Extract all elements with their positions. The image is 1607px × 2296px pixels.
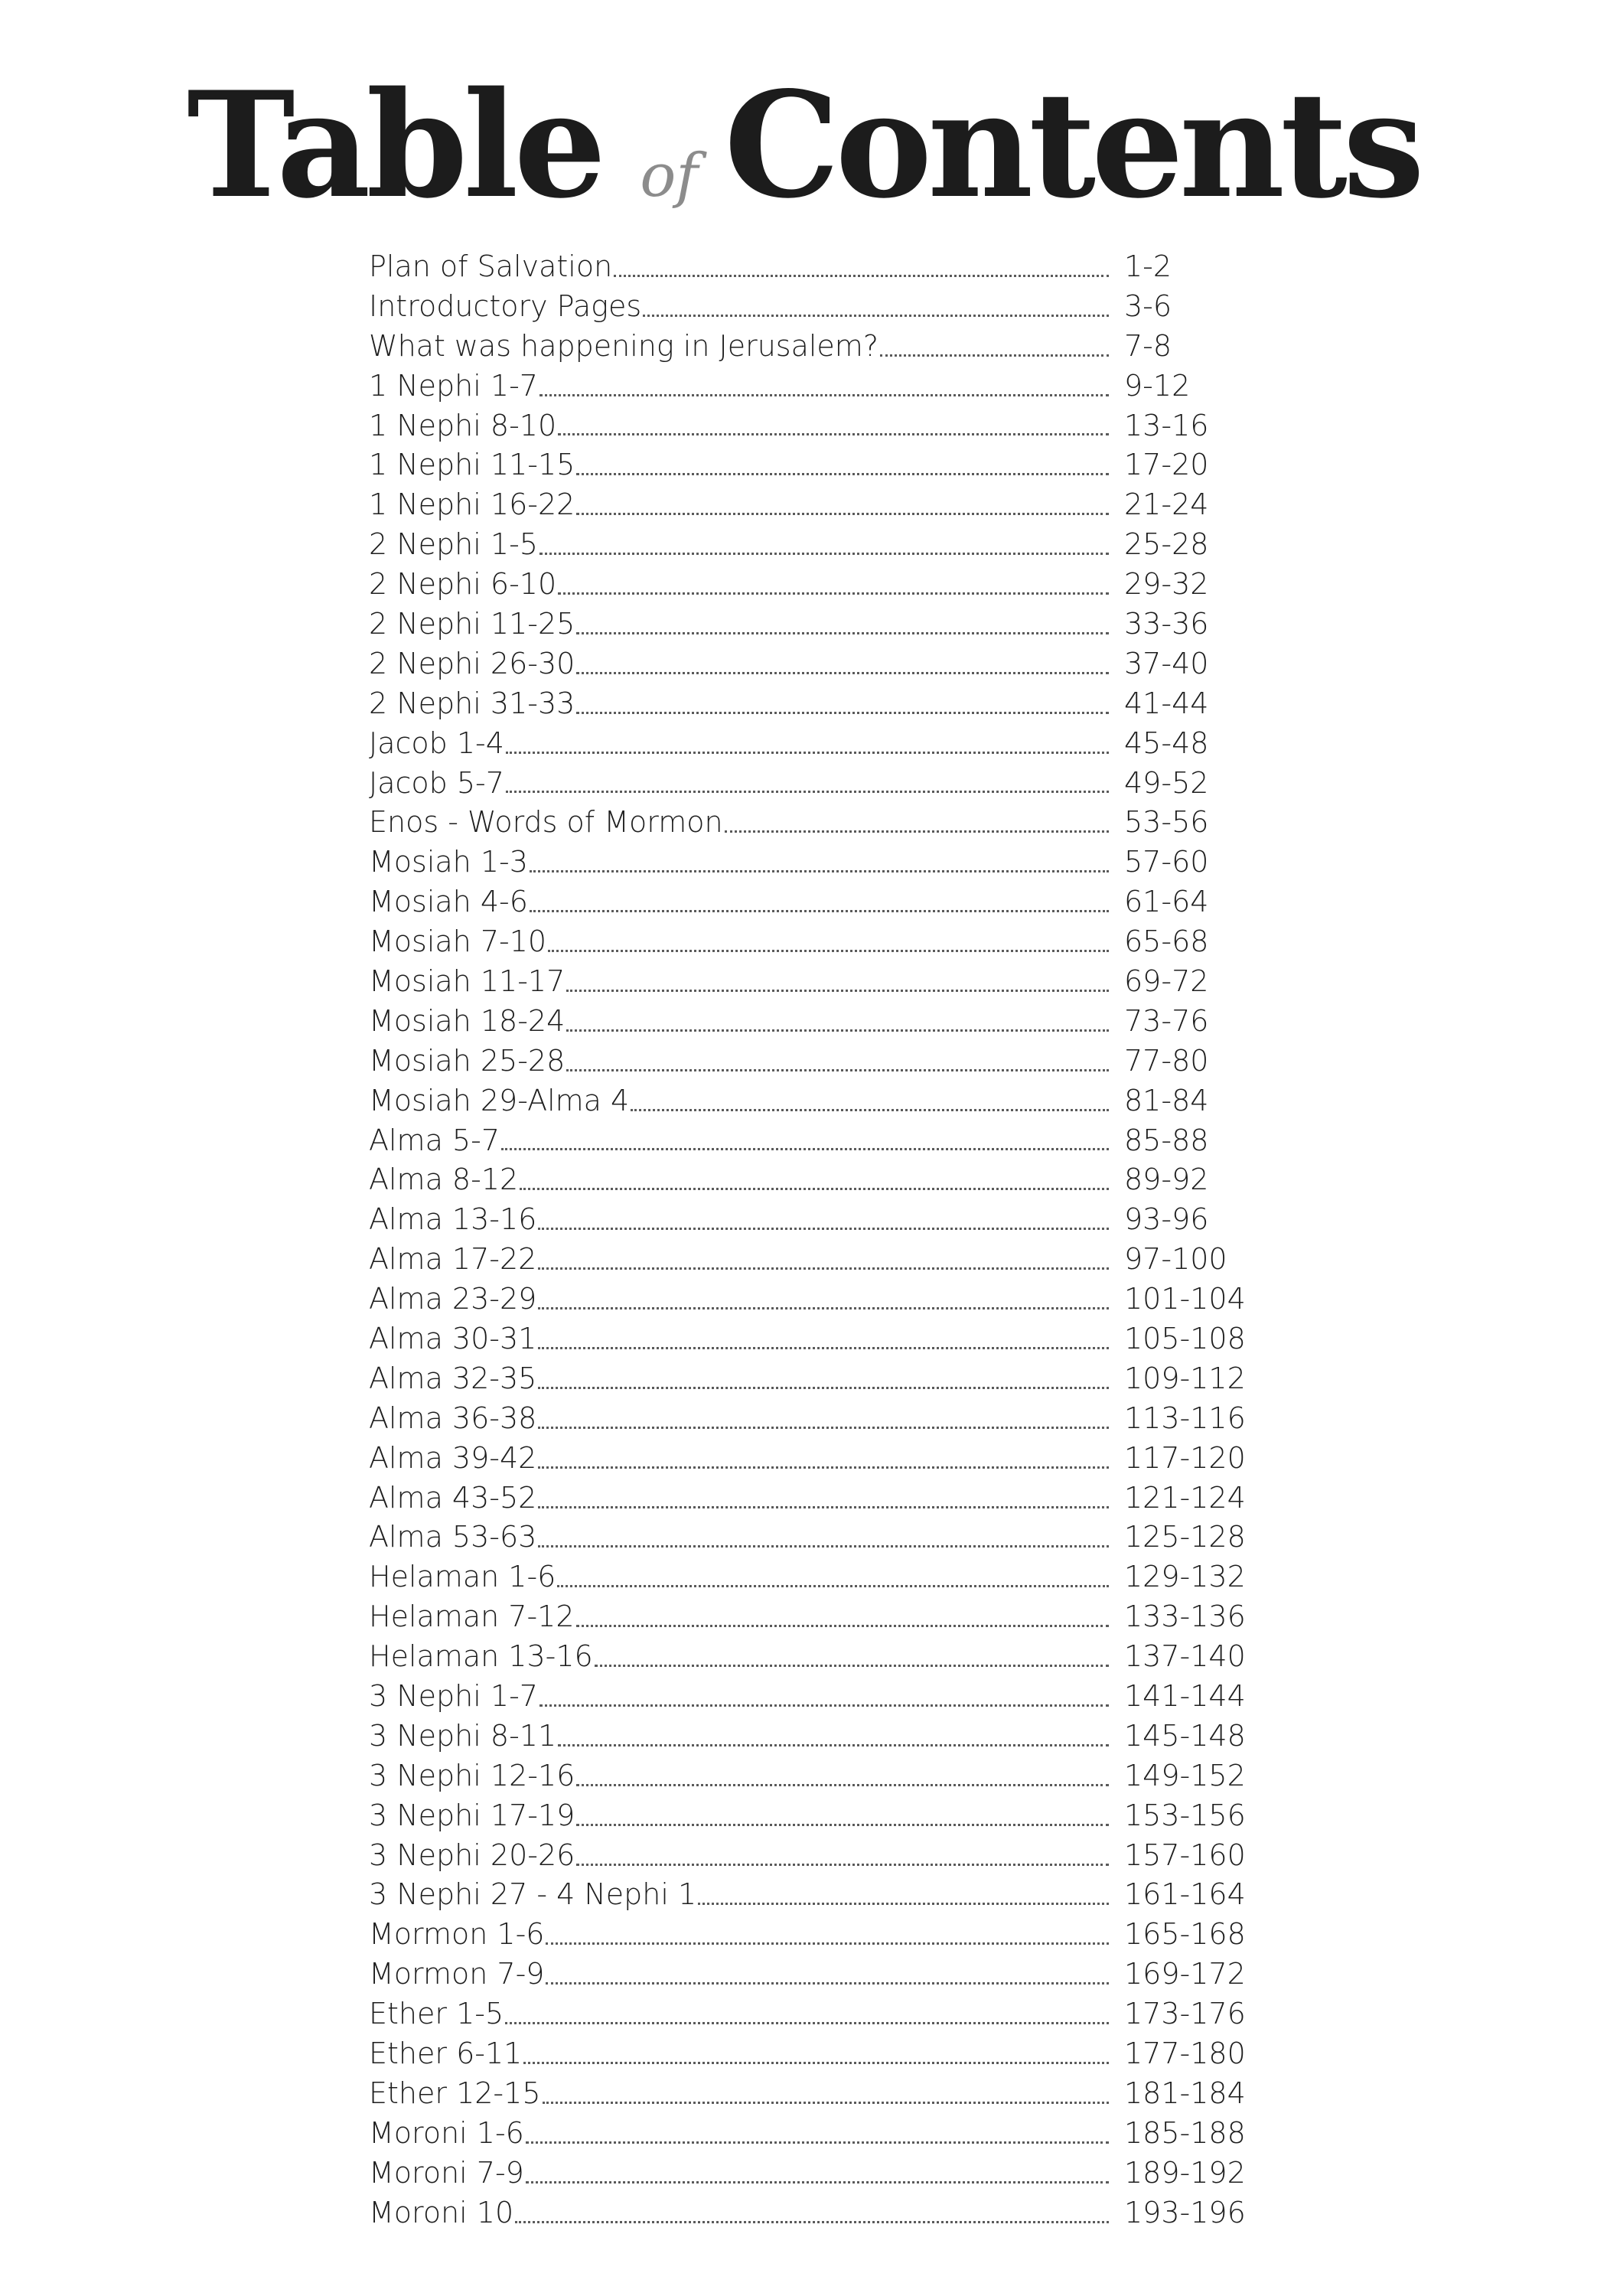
toc-dot-leader (538, 1545, 1109, 1548)
toc-entry-label: Mosiah 4-6 (369, 885, 528, 919)
toc-entry-label: What was happening in Jerusalem? (369, 328, 878, 363)
toc-entry-label: Mormon 7-9 (369, 1957, 545, 1991)
toc-entry-pages: 7-8 (1124, 328, 1172, 363)
toc-entry-label: Helaman 1-6 (369, 1560, 556, 1594)
toc-entry (369, 366, 1287, 406)
toc-entry (369, 1875, 1287, 1915)
toc-entry-label: Ether 12-15 (369, 2076, 541, 2110)
toc-dot-leader (538, 1347, 1109, 1349)
toc-entry (369, 1159, 1287, 1199)
toc-dot-leader (539, 394, 1109, 396)
toc-entry (369, 1518, 1287, 1557)
toc-entry (369, 2073, 1287, 2113)
toc-dot-leader (566, 990, 1109, 992)
toc-entry-label: Alma 36-38 (369, 1401, 537, 1435)
toc-entry (369, 1120, 1287, 1160)
toc-entry-pages: 133-136 (1124, 1600, 1246, 1634)
title-table-word: Table (187, 60, 602, 230)
toc-entry-pages: 1-2 (1124, 249, 1172, 283)
toc-entry-pages: 85-88 (1124, 1123, 1209, 1157)
toc-entry (369, 683, 1287, 723)
toc-entry-label: Jacob 1-4 (369, 726, 504, 760)
toc-entry-label: 3 Nephi 27 - 4 Nephi 1 (369, 1877, 697, 1912)
toc-entry-pages: 157-160 (1124, 1838, 1246, 1872)
toc-entry (369, 2113, 1287, 2153)
toc-entry-pages: 49-52 (1124, 765, 1209, 800)
toc-entry-pages: 189-192 (1124, 2155, 1246, 2190)
toc-dot-leader (576, 632, 1109, 634)
toc-entry (369, 326, 1287, 366)
toc-entry-pages: 73-76 (1124, 1003, 1209, 1038)
toc-entry-pages: 125-128 (1124, 1520, 1246, 1554)
toc-dot-leader (558, 433, 1109, 435)
toc-entry-label: 1 Nephi 11-15 (369, 448, 575, 482)
toc-entry-label: Mosiah 7-10 (369, 925, 547, 959)
toc-entry-pages: 117-120 (1124, 1440, 1246, 1475)
toc-entry-pages: 3-6 (1124, 289, 1172, 323)
toc-entry (369, 1914, 1287, 1954)
toc-entry (369, 604, 1287, 644)
toc-entry-label: Mormon 1-6 (369, 1917, 545, 1952)
toc-entry-pages: 141-144 (1124, 1679, 1246, 1713)
toc-entry-label: Mosiah 25-28 (369, 1043, 566, 1078)
page-title (0, 60, 1607, 249)
toc-entry-label: Mosiah 29-Alma 4 (369, 1083, 630, 1117)
toc-entry (369, 445, 1287, 484)
toc-entry (369, 882, 1287, 921)
toc-entry-pages: 61-64 (1124, 885, 1209, 919)
toc-entry-pages: 25-28 (1124, 527, 1209, 562)
toc-entry-pages: 29-32 (1124, 567, 1209, 602)
toc-entry-pages: 33-36 (1124, 606, 1209, 641)
toc-entry-pages: 129-132 (1124, 1560, 1246, 1594)
title-of-word: of (640, 142, 699, 210)
toc-dot-leader (698, 1903, 1109, 1905)
toc-entry-label: Mosiah 11-17 (369, 964, 566, 998)
toc-entry (369, 644, 1287, 683)
toc-dot-leader (576, 1625, 1109, 1627)
toc-entry-label: 3 Nephi 1-7 (369, 1679, 538, 1713)
toc-entry-label: Mosiah 1-3 (369, 845, 528, 879)
toc-entry-label: 2 Nephi 26-30 (369, 646, 575, 680)
toc-entry (369, 524, 1287, 564)
toc-entry-pages: 9-12 (1124, 368, 1191, 403)
toc-entry-pages: 185-188 (1124, 2115, 1246, 2150)
toc-dot-leader (548, 950, 1109, 952)
toc-entry (369, 1398, 1287, 1438)
toc-entry-pages: 17-20 (1124, 448, 1209, 482)
toc-entry (369, 564, 1287, 604)
toc-entry-label: Alma 30-31 (369, 1321, 537, 1355)
toc-entry (369, 1358, 1287, 1398)
toc-dot-leader (506, 752, 1109, 754)
toc-entry (369, 484, 1287, 524)
toc-entry-label: Moroni 10 (369, 2195, 514, 2229)
toc-entry-label: Ether 6-11 (369, 2037, 523, 2071)
toc-entry-label: Enos - Words of Mormon (369, 805, 723, 840)
toc-entry (369, 1081, 1287, 1120)
toc-dot-leader (725, 830, 1109, 833)
toc-entry-label: Alma 32-35 (369, 1361, 537, 1395)
toc-entry (369, 246, 1287, 286)
toc-entry-label: 2 Nephi 6-10 (369, 567, 557, 602)
toc-entry-pages: 165-168 (1124, 1917, 1246, 1952)
toc-dot-leader (538, 1307, 1109, 1309)
toc-dot-leader (538, 1228, 1109, 1230)
toc-entry-pages: 181-184 (1124, 2076, 1246, 2110)
toc-entry (369, 763, 1287, 803)
toc-entry (369, 1041, 1287, 1081)
toc-entry (369, 1478, 1287, 1518)
toc-entry-pages: 101-104 (1124, 1282, 1246, 1316)
toc-dot-leader (576, 513, 1109, 515)
toc-entry-label: Jacob 5-7 (369, 765, 504, 800)
toc-dot-leader (538, 1267, 1109, 1270)
toc-dot-leader (539, 1704, 1109, 1707)
toc-dot-leader (576, 1784, 1109, 1786)
toc-entry-label: Alma 17-22 (369, 1242, 537, 1277)
toc-entry (369, 842, 1287, 882)
toc-dot-leader (538, 1506, 1109, 1508)
toc-dot-leader (538, 1387, 1109, 1389)
toc-dot-leader (501, 1148, 1109, 1150)
toc-dot-leader (515, 2221, 1109, 2223)
toc-dot-leader (576, 1824, 1109, 1826)
toc-entry-label: Introductory Pages (369, 289, 642, 323)
toc-entry-label: Alma 43-52 (369, 1480, 537, 1515)
toc-entry-pages: 65-68 (1124, 925, 1209, 959)
toc-dot-leader (505, 2022, 1109, 2024)
toc-entry-pages: 41-44 (1124, 686, 1209, 720)
toc-dot-leader (530, 870, 1109, 872)
toc-entry-label: Ether 1-5 (369, 1997, 504, 2031)
toc-entry-label: Alma 53-63 (369, 1520, 537, 1554)
toc-dot-leader (576, 473, 1109, 475)
toc-entry-label: Moroni 7-9 (369, 2155, 524, 2190)
toc-entry-label: Alma 13-16 (369, 1202, 537, 1237)
toc-entry-label: 1 Nephi 16-22 (369, 488, 575, 522)
toc-dot-leader (576, 1864, 1109, 1866)
toc-entry (369, 2193, 1287, 2232)
toc-dot-leader (880, 354, 1109, 357)
toc-entry (369, 1279, 1287, 1319)
toc-entry (369, 1199, 1287, 1239)
toc-entry-pages: 13-16 (1124, 408, 1209, 442)
toc-entry (369, 921, 1287, 961)
toc-entry (369, 961, 1287, 1001)
toc-entry (369, 1596, 1287, 1636)
toc-entry-label: 2 Nephi 1-5 (369, 527, 538, 562)
toc-entry-label: Alma 39-42 (369, 1440, 537, 1475)
toc-entry-label: Alma 8-12 (369, 1163, 519, 1197)
toc-dot-leader (523, 2062, 1109, 2064)
toc-dot-leader (538, 1466, 1109, 1469)
toc-entry-label: 2 Nephi 11-25 (369, 606, 575, 641)
toc-entry-pages: 57-60 (1124, 845, 1209, 879)
toc-dot-leader (506, 791, 1109, 793)
toc-dot-leader (558, 592, 1109, 595)
toc-entry (369, 2153, 1287, 2193)
toc-dot-leader (558, 1744, 1109, 1746)
toc-entry-label: 3 Nephi 17-19 (369, 1798, 575, 1832)
toc-entry-label: Mosiah 18-24 (369, 1003, 566, 1038)
toc-entry (369, 286, 1287, 326)
toc-entry-label: 1 Nephi 8-10 (369, 408, 557, 442)
toc-dot-leader (643, 315, 1109, 317)
toc-entry-pages: 121-124 (1124, 1480, 1246, 1515)
toc-entry-pages: 113-116 (1124, 1401, 1246, 1435)
toc-entry-pages: 97-100 (1124, 1242, 1227, 1277)
toc-dot-leader (576, 712, 1109, 714)
toc-entry (369, 1795, 1287, 1835)
table-of-contents-list (369, 246, 1287, 2232)
title-contents-word: Contents (724, 60, 1420, 230)
toc-entry (369, 1001, 1287, 1041)
toc-entry-pages: 69-72 (1124, 964, 1209, 998)
toc-dot-leader (520, 1188, 1109, 1190)
toc-entry-label: 1 Nephi 1-7 (369, 368, 538, 403)
toc-entry-pages: 93-96 (1124, 1202, 1209, 1237)
toc-entry-pages: 21-24 (1124, 488, 1209, 522)
toc-entry-pages: 105-108 (1124, 1321, 1246, 1355)
toc-dot-leader (566, 1029, 1109, 1032)
toc-entry-pages: 161-164 (1124, 1877, 1246, 1912)
toc-entry (369, 1716, 1287, 1756)
toc-entry-pages: 153-156 (1124, 1798, 1246, 1832)
toc-entry (369, 406, 1287, 445)
toc-entry-pages: 149-152 (1124, 1758, 1246, 1792)
toc-entry-pages: 169-172 (1124, 1957, 1246, 1991)
toc-entry (369, 1835, 1287, 1875)
toc-entry-label: Moroni 1-6 (369, 2115, 524, 2150)
toc-dot-leader (539, 553, 1109, 555)
toc-entry (369, 1994, 1287, 2033)
toc-entry-pages: 89-92 (1124, 1163, 1209, 1197)
toc-dot-leader (557, 1585, 1109, 1587)
toc-dot-leader (530, 910, 1109, 912)
toc-entry-pages: 137-140 (1124, 1639, 1246, 1674)
toc-dot-leader (526, 2141, 1109, 2144)
toc-entry (369, 2033, 1287, 2073)
toc-entry-label: Alma 23-29 (369, 1282, 537, 1316)
toc-entry (369, 1676, 1287, 1716)
toc-entry-pages: 45-48 (1124, 726, 1209, 760)
toc-entry (369, 1636, 1287, 1676)
toc-entry-pages: 177-180 (1124, 2037, 1246, 2071)
toc-dot-leader (566, 1069, 1109, 1071)
toc-entry-pages: 109-112 (1124, 1361, 1246, 1395)
toc-dot-leader (543, 2102, 1109, 2104)
toc-entry-pages: 77-80 (1124, 1043, 1209, 1078)
toc-entry-label: Helaman 7-12 (369, 1600, 575, 1634)
toc-entry-pages: 173-176 (1124, 1997, 1246, 2031)
toc-entry-label: 3 Nephi 20-26 (369, 1838, 575, 1872)
toc-dot-leader (546, 1942, 1109, 1945)
toc-entry (369, 1954, 1287, 1994)
toc-dot-leader (614, 275, 1109, 277)
toc-entry-pages: 81-84 (1124, 1083, 1209, 1117)
toc-entry (369, 1557, 1287, 1596)
toc-entry-label: Plan of Salvation (369, 249, 613, 283)
toc-entry (369, 723, 1287, 763)
toc-dot-leader (595, 1665, 1109, 1667)
toc-entry (369, 1319, 1287, 1358)
toc-entry-label: Alma 5-7 (369, 1123, 500, 1157)
toc-entry (369, 1239, 1287, 1279)
toc-entry-pages: 53-56 (1124, 805, 1209, 840)
toc-dot-leader (631, 1109, 1109, 1111)
toc-entry (369, 1756, 1287, 1795)
toc-entry-label: Helaman 13-16 (369, 1639, 593, 1674)
toc-entry-label: 2 Nephi 31-33 (369, 686, 575, 720)
toc-dot-leader (546, 1982, 1109, 1985)
toc-entry (369, 802, 1287, 842)
toc-entry-pages: 37-40 (1124, 646, 1209, 680)
toc-dot-leader (526, 2181, 1109, 2183)
toc-entry-pages: 145-148 (1124, 1718, 1246, 1753)
toc-dot-leader (538, 1427, 1109, 1429)
toc-entry-label: 3 Nephi 12-16 (369, 1758, 575, 1792)
toc-dot-leader (576, 672, 1109, 674)
toc-entry (369, 1438, 1287, 1478)
toc-entry-label: 3 Nephi 8-11 (369, 1718, 557, 1753)
toc-entry-pages: 193-196 (1124, 2195, 1246, 2229)
